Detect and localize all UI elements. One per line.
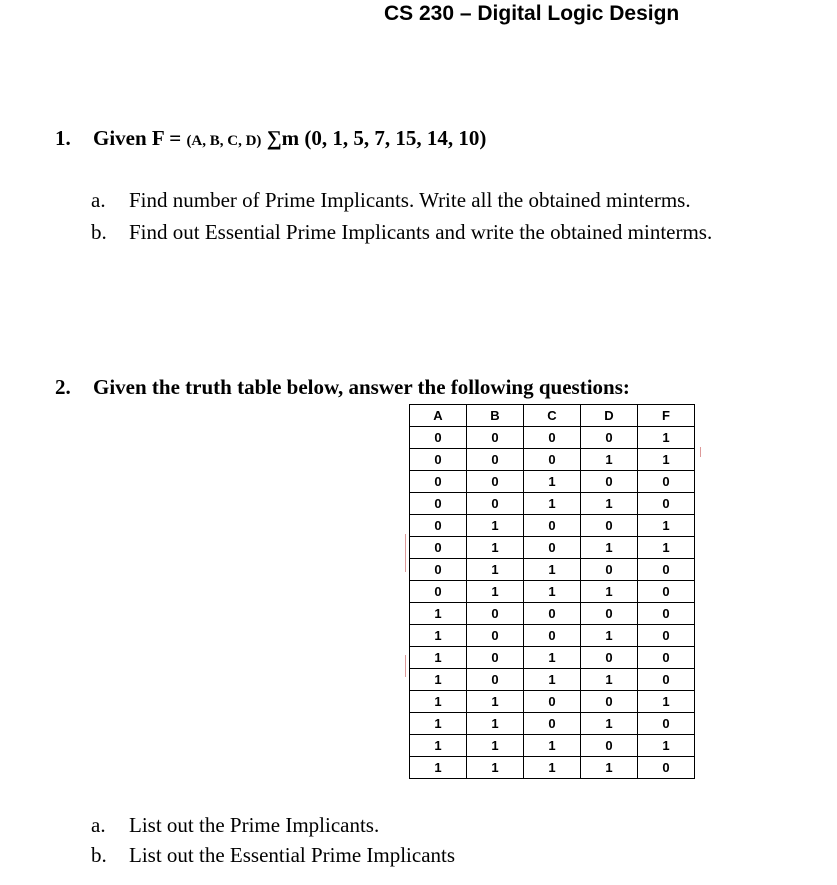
table-cell: 0	[638, 647, 695, 669]
table-cell: 0	[524, 515, 581, 537]
table-cell: 0	[524, 537, 581, 559]
table-cell: 0	[638, 625, 695, 647]
question-2-text: Given the truth table below, answer the following questions:	[93, 375, 630, 399]
table-cell: 0	[524, 603, 581, 625]
table-cell: 1	[410, 713, 467, 735]
table-cell: 0	[467, 669, 524, 691]
table-cell: 1	[410, 757, 467, 779]
table-row	[410, 735, 695, 757]
table-cell: 0	[410, 449, 467, 471]
table-cell: 0	[638, 559, 695, 581]
question-1-part-b	[91, 220, 712, 245]
table-cell: 0	[638, 471, 695, 493]
table-cell: 1	[410, 691, 467, 713]
table-cell: 0	[467, 493, 524, 515]
table-cell: 1	[410, 735, 467, 757]
part-text: Find number of Prime Implicants. Write all the obtained minterms.	[129, 188, 691, 212]
question-1-vars: (A, B, C, D)	[186, 133, 262, 149]
table-cell: 1	[467, 581, 524, 603]
table-row	[410, 691, 695, 713]
table-cell: 1	[581, 713, 638, 735]
truth-table	[409, 404, 695, 779]
table-cell: 0	[467, 449, 524, 471]
question-2-part-a	[91, 813, 379, 838]
table-cell: 0	[581, 691, 638, 713]
column-header-f: F	[638, 405, 695, 427]
part-label: a.	[91, 813, 106, 837]
table-cell: 1	[638, 427, 695, 449]
table-cell: 1	[467, 735, 524, 757]
table-row	[410, 559, 695, 581]
table-cell: 0	[581, 515, 638, 537]
question-1-part-a	[91, 188, 691, 213]
table-row	[410, 537, 695, 559]
question-2-part-b	[91, 843, 455, 868]
table-cell: 0	[581, 471, 638, 493]
table-cell: 1	[581, 537, 638, 559]
table-row	[410, 493, 695, 515]
table-cell: 1	[581, 757, 638, 779]
question-2-number: 2.	[55, 375, 71, 399]
table-row	[410, 757, 695, 779]
table-cell: 1	[638, 735, 695, 757]
table-cell: 0	[581, 603, 638, 625]
table-header-row	[410, 405, 695, 427]
table-row	[410, 603, 695, 625]
table-cell: 0	[410, 559, 467, 581]
table-row	[410, 713, 695, 735]
table-row	[410, 669, 695, 691]
column-header-b: B	[467, 405, 524, 427]
table-cell: 0	[467, 647, 524, 669]
table-cell: 1	[410, 669, 467, 691]
table-cell: 1	[410, 647, 467, 669]
part-text: List out the Essential Prime Implicants	[129, 843, 456, 867]
table-cell: 0	[410, 581, 467, 603]
table-row	[410, 427, 695, 449]
table-cell: 0	[467, 471, 524, 493]
column-header-c: C	[524, 405, 581, 427]
table-cell: 1	[524, 735, 581, 757]
margin-mark	[700, 447, 701, 457]
table-cell: 0	[410, 471, 467, 493]
table-cell: 1	[410, 603, 467, 625]
table-cell: 0	[638, 669, 695, 691]
part-text: Find out Essential Prime Implicants and write the obtained minterms.	[129, 220, 713, 244]
table-row	[410, 581, 695, 603]
table-cell: 0	[638, 493, 695, 515]
table-cell: 1	[467, 559, 524, 581]
table-cell: 1	[524, 647, 581, 669]
table-cell: 0	[524, 713, 581, 735]
table-cell: 0	[581, 427, 638, 449]
table-cell: 0	[410, 515, 467, 537]
table-cell: 1	[581, 493, 638, 515]
table-cell: 1	[638, 537, 695, 559]
table-cell: 0	[581, 559, 638, 581]
part-label: a.	[91, 188, 106, 212]
column-header-a: A	[410, 405, 467, 427]
question-1	[55, 126, 486, 151]
table-cell: 1	[467, 713, 524, 735]
table-cell: 1	[467, 537, 524, 559]
table-row	[410, 625, 695, 647]
table-cell: 1	[524, 471, 581, 493]
table-cell: 0	[410, 493, 467, 515]
table-cell: 1	[467, 757, 524, 779]
table-cell: 1	[467, 515, 524, 537]
margin-mark	[405, 655, 406, 677]
table-cell: 1	[581, 669, 638, 691]
table-cell: 1	[524, 559, 581, 581]
table-cell: 0	[467, 603, 524, 625]
margin-mark	[405, 534, 406, 572]
table-cell: 0	[524, 625, 581, 647]
page-title: CS 230 – Digital Logic Design	[384, 2, 680, 25]
table-cell: 1	[524, 669, 581, 691]
table-cell: 0	[524, 691, 581, 713]
table-cell: 1	[581, 625, 638, 647]
question-1-text-suffix: ∑m (0, 1, 5, 7, 15, 14, 10)	[261, 126, 487, 150]
table-cell: 1	[524, 757, 581, 779]
table-cell: 0	[638, 581, 695, 603]
table-cell: 0	[638, 757, 695, 779]
table-cell: 1	[524, 581, 581, 603]
table-cell: 1	[524, 493, 581, 515]
table-cell: 1	[638, 515, 695, 537]
table-row	[410, 515, 695, 537]
table-cell: 0	[524, 449, 581, 471]
table-cell: 0	[467, 625, 524, 647]
table-row	[410, 449, 695, 471]
part-label: b.	[91, 843, 107, 867]
table-row	[410, 471, 695, 493]
table-cell: 1	[581, 581, 638, 603]
table-row	[410, 647, 695, 669]
question-1-number: 1.	[55, 126, 71, 150]
table-cell: 1	[638, 691, 695, 713]
part-text: List out the Prime Implicants.	[129, 813, 380, 837]
table-cell: 1	[638, 449, 695, 471]
table-cell: 0	[410, 537, 467, 559]
table-cell: 0	[638, 713, 695, 735]
table-cell: 0	[638, 603, 695, 625]
table-cell: 1	[467, 691, 524, 713]
column-header-d: D	[581, 405, 638, 427]
table-cell: 0	[467, 427, 524, 449]
table-cell: 1	[410, 625, 467, 647]
question-1-text-prefix: Given F =	[93, 126, 187, 150]
table-cell: 0	[524, 427, 581, 449]
table-cell: 0	[581, 647, 638, 669]
part-label: b.	[91, 220, 107, 244]
table-cell: 0	[410, 427, 467, 449]
table-cell: 0	[581, 735, 638, 757]
question-2	[55, 375, 630, 400]
table-cell: 1	[581, 449, 638, 471]
